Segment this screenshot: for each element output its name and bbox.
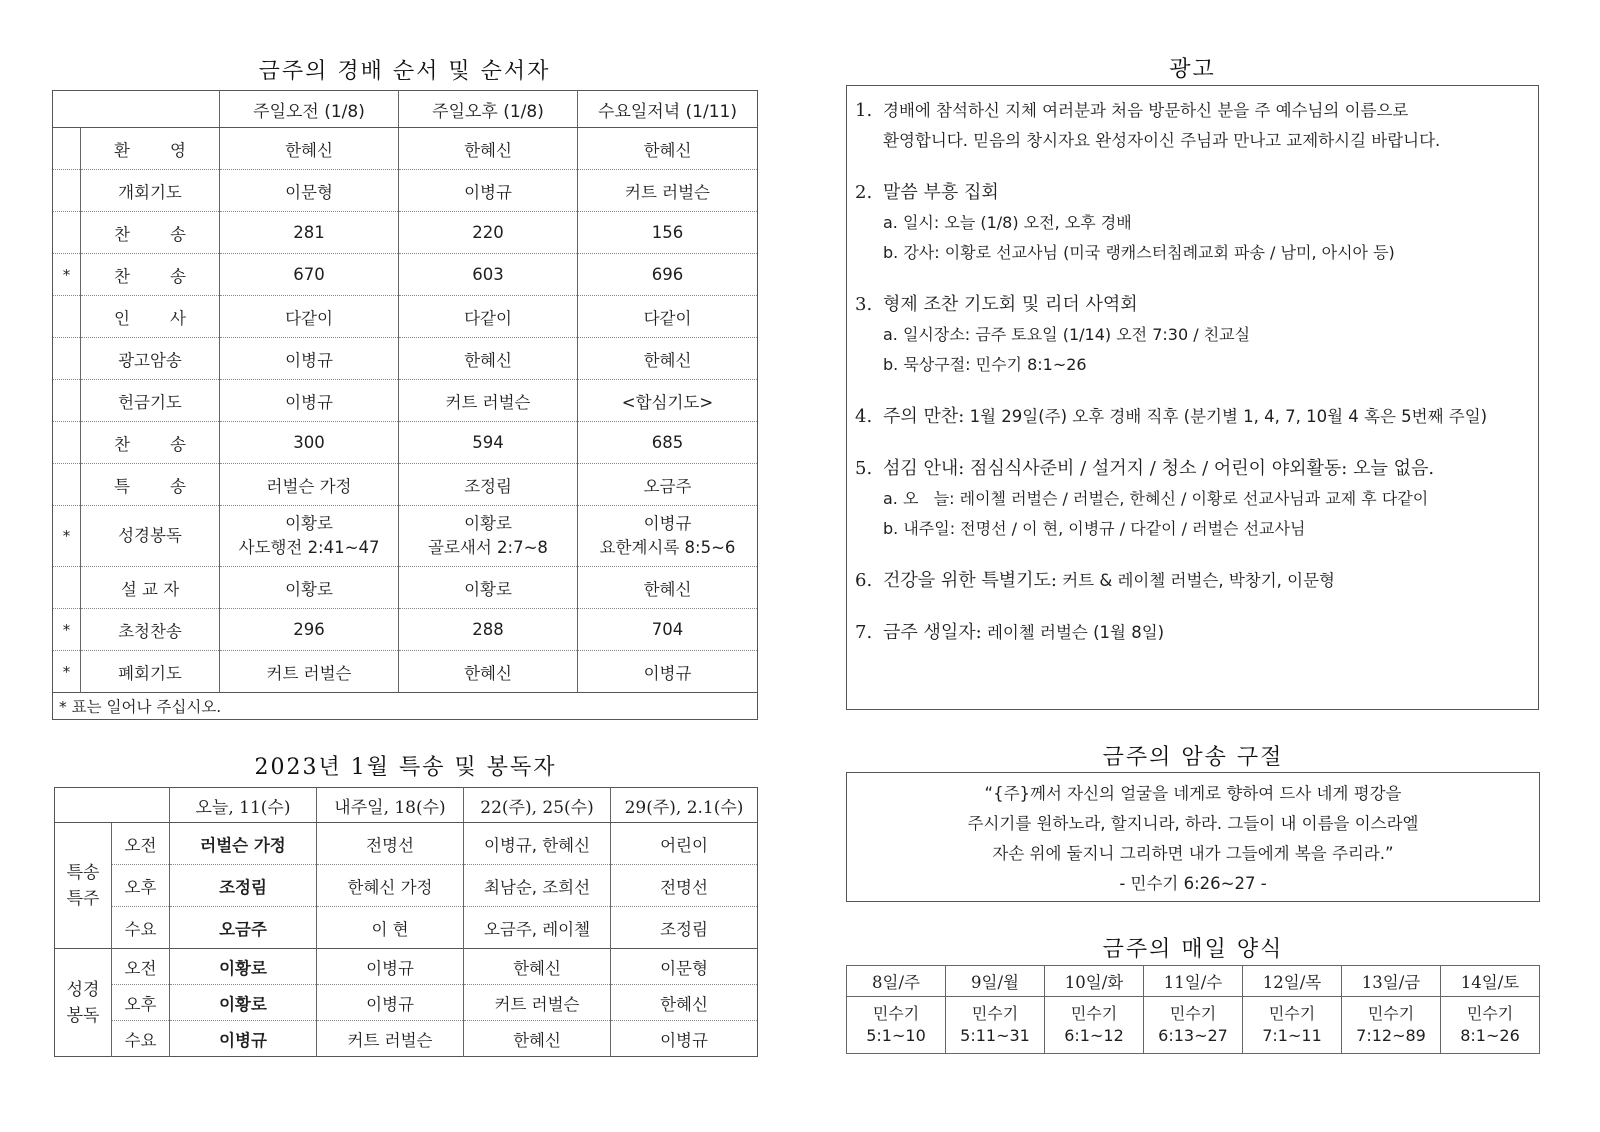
row-label: 환 영 (81, 128, 220, 170)
cell: 이병규, 한혜신 (464, 823, 611, 865)
item-text: 1월 29일(주) 오후 경배 직후 (분기별 1, 4, 7, 10월 4 혹은 5번째 주일) (964, 407, 1488, 426)
day-header: 10일/화 (1045, 966, 1144, 997)
cell: 커트 러벌슨 (220, 651, 399, 693)
table-row (53, 212, 758, 254)
cell: 이병규 (220, 380, 399, 422)
row-label: 설 교 자 (81, 567, 220, 609)
cell: 이황로 (170, 949, 317, 985)
stand-marker (53, 128, 81, 170)
cell: 이황로 골로새서 2:7~8 (399, 506, 578, 567)
column-header: 22(주), 25(수) (464, 788, 611, 823)
group-label: 특송 특주 (66, 862, 100, 909)
reading-cell: 민수기 5:11~31 (946, 997, 1045, 1054)
cell: 220 (399, 212, 578, 254)
cell: 한혜신 (578, 128, 758, 170)
cell: 이병규 (399, 170, 578, 212)
item-number: 1. (855, 100, 873, 121)
item-text: 경배에 참석하신 지체 여러분과 처음 방문하신 분을 주 예수님의 이름으로 (883, 101, 1409, 120)
cell: 704 (578, 609, 758, 651)
item-heading: 말씀 부흥 집회 (883, 182, 999, 203)
special-songs-table (54, 787, 758, 1057)
cell: 이황로 (399, 567, 578, 609)
announcement-item (855, 454, 1538, 544)
announcements-title: 광고 (1169, 57, 1216, 82)
table-header-row (53, 91, 758, 128)
announcement-item (855, 618, 1538, 648)
cell: 670 (220, 254, 399, 296)
announcement-item (855, 178, 1538, 268)
cell: 한혜신 (464, 949, 611, 985)
column-header: 주일오후 (1/8) (399, 91, 578, 128)
cell: 한혜신 (220, 128, 399, 170)
item-number: 6. (855, 570, 873, 591)
cell: 전명선 (317, 823, 464, 865)
worship-order-table (52, 90, 758, 720)
table-row (53, 296, 758, 338)
stand-marker (53, 212, 81, 254)
cell: 한혜신 가정 (317, 865, 464, 907)
row-label: 폐회기도 (81, 651, 220, 693)
cell: 오금주 (578, 464, 758, 506)
item-sub: b. 강사: 이황로 선교사님 (미국 랭캐스터침례교회 파송 / 남미, 아시아 등) (883, 243, 1395, 262)
item-number: 2. (855, 182, 873, 203)
item-number: 4. (855, 406, 873, 427)
row-label: 찬 송 (81, 422, 220, 464)
column-header: 29(주), 2.1(수) (611, 788, 758, 823)
row-label: 개회기도 (81, 170, 220, 212)
stand-marker (53, 380, 81, 422)
row-label: 특 송 (81, 464, 220, 506)
cell: 이병규 (220, 338, 399, 380)
reading-cell: 민수기 6:1~12 (1045, 997, 1144, 1054)
cell: 오금주 (170, 907, 317, 949)
reading-cell: 민수기 6:13~27 (1144, 997, 1243, 1054)
time-label: 수요 (112, 1021, 170, 1057)
cell: 696 (578, 254, 758, 296)
item-sub: a. 일시장소: 금주 토요일 (1/14) 오전 7:30 / 친교실 (883, 325, 1251, 344)
announcement-item (855, 566, 1538, 596)
daily-title: 금주의 매일 양식 (1102, 937, 1284, 962)
cell: 이병규 (578, 651, 758, 693)
cell: 다같이 (220, 296, 399, 338)
announcement-item (855, 96, 1538, 156)
cell: 이황로 (170, 985, 317, 1021)
daily-reading-table (846, 965, 1540, 1054)
stand-marker (53, 464, 81, 506)
reading-cell: 민수기 7:12~89 (1342, 997, 1441, 1054)
row-label: 성경봉독 (81, 506, 220, 567)
cell: 한혜신 (399, 338, 578, 380)
cell: 이병규 요한계시록 8:5~6 (578, 506, 758, 567)
table-row (53, 380, 758, 422)
day-header: 9일/월 (946, 966, 1045, 997)
table-row (53, 567, 758, 609)
table-row (53, 254, 758, 296)
cell: 이황로 (220, 567, 399, 609)
cell: 어린이 (611, 823, 758, 865)
stand-marker (53, 170, 81, 212)
verse-line: “{주}께서 자신의 얼굴을 네게로 향하여 드사 네게 평강을 (984, 784, 1402, 803)
table-row (53, 609, 758, 651)
cell: 이병규 (170, 1021, 317, 1057)
announcement-item (855, 290, 1538, 380)
table-row (55, 823, 758, 865)
cell: 조정림 (399, 464, 578, 506)
item-text: 커트 & 레이첼 러벌슨, 박창기, 이문형 (1057, 571, 1335, 590)
table-row (55, 907, 758, 949)
stand-marker: * (53, 254, 81, 296)
column-header: 오늘, 11(수) (170, 788, 317, 823)
item-heading: 건강을 위한 특별기도: (883, 570, 1057, 591)
stand-marker: * (53, 506, 81, 567)
item-text-cont: 환영합니다. 믿음의 창시자요 완성자이신 주님과 만나고 교제하시길 바랍니다. (883, 131, 1441, 150)
table-row (53, 422, 758, 464)
column-header: 내주일, 18(수) (317, 788, 464, 823)
cell: 이황로 사도행전 2:41~47 (220, 506, 399, 567)
table-header-row (55, 788, 758, 823)
day-header: 11일/수 (1144, 966, 1243, 997)
time-label: 오후 (112, 985, 170, 1021)
table-row (53, 128, 758, 170)
item-heading: 금주 생일자: (883, 622, 982, 643)
cell: <합심기도> (578, 380, 758, 422)
stand-marker: * (53, 609, 81, 651)
cell: 다같이 (578, 296, 758, 338)
verse-line: 주시기를 원하노라, 할지니라, 하라. 그들이 내 이름을 이스라엘 (967, 814, 1419, 833)
table-row (55, 985, 758, 1021)
row-label: 인 사 (81, 296, 220, 338)
cell: 685 (578, 422, 758, 464)
cell: 한혜신 (578, 567, 758, 609)
time-label: 오전 (112, 949, 170, 985)
cell: 커트 러벌슨 (464, 985, 611, 1021)
item-text: 레이첼 러벌슨 (1월 8일) (981, 623, 1165, 642)
time-label: 오전 (112, 823, 170, 865)
table-note-row (53, 693, 758, 720)
cell: 296 (220, 609, 399, 651)
table-row (53, 651, 758, 693)
item-sub: b. 묵상구절: 민수기 8:1~26 (883, 355, 1087, 374)
reading-cell: 민수기 5:1~10 (847, 997, 946, 1054)
cell: 커트 러벌슨 (317, 1021, 464, 1057)
announcements-box (846, 85, 1539, 710)
row-label: 초청찬송 (81, 609, 220, 651)
cell: 러벌슨 가정 (220, 464, 399, 506)
cell: 281 (220, 212, 399, 254)
table-row (55, 949, 758, 985)
time-label: 수요 (112, 907, 170, 949)
reading-cell: 민수기 7:1~11 (1243, 997, 1342, 1054)
cell: 한혜신 (399, 128, 578, 170)
verse-line: 자손 위에 둘지니 그리하면 내가 그들에게 복을 주리라.” (992, 844, 1394, 863)
stand-note: * 표는 일어나 주십시오. (53, 693, 758, 720)
row-label: 광고암송 (81, 338, 220, 380)
cell: 오금주, 레이첼 (464, 907, 611, 949)
item-heading: 주의 만찬: (883, 406, 965, 427)
cell: 한혜신 (578, 338, 758, 380)
column-header: 수요일저녁 (1/11) (578, 91, 758, 128)
worship-title: 금주의 경배 순서 및 순서자 (258, 59, 551, 84)
cell: 한혜신 (464, 1021, 611, 1057)
row-label: 찬 송 (81, 212, 220, 254)
verse-reference: - 민수기 6:26~27 - (1119, 874, 1267, 893)
cell: 커트 러벌슨 (578, 170, 758, 212)
row-label: 헌금기도 (81, 380, 220, 422)
column-header: 주일오전 (1/8) (220, 91, 399, 128)
cell: 최남순, 조희선 (464, 865, 611, 907)
cell: 156 (578, 212, 758, 254)
announcement-item (855, 402, 1538, 432)
cell: 이 현 (317, 907, 464, 949)
table-row (53, 506, 758, 567)
special-title: 2023년 1월 특송 및 봉독자 (254, 755, 557, 780)
cell: 300 (220, 422, 399, 464)
group-label: 성경 봉독 (55, 949, 112, 1057)
cell: 594 (399, 422, 578, 464)
day-header: 13일/금 (1342, 966, 1441, 997)
cell: 603 (399, 254, 578, 296)
reading-cell: 민수기 8:1~26 (1441, 997, 1540, 1054)
item-number: 3. (855, 294, 873, 315)
item-number: 5. (855, 458, 873, 479)
stand-marker (53, 567, 81, 609)
table-row (55, 865, 758, 907)
cell: 커트 러벌슨 (399, 380, 578, 422)
table-row (53, 170, 758, 212)
stand-marker (53, 422, 81, 464)
verse-title: 금주의 암송 구절 (1102, 745, 1284, 770)
table-row (55, 1021, 758, 1057)
cell: 이병규 (317, 985, 464, 1021)
row-label: 찬 송 (81, 254, 220, 296)
item-heading: 섬김 안내: 점심식사준비 / 설거지 / 청소 / 어린이 야외활동: 오늘 없음. (883, 458, 1435, 479)
table-row (847, 997, 1540, 1054)
cell: 한혜신 (399, 651, 578, 693)
item-sub: a. 오 늘: 레이첼 러벌슨 / 러벌슨, 한혜신 / 이황로 선교사님과 교제 후 다같이 (883, 489, 1429, 508)
stand-marker (53, 296, 81, 338)
cell: 288 (399, 609, 578, 651)
cell: 이병규 (317, 949, 464, 985)
table-row (53, 338, 758, 380)
corner-cell (55, 788, 170, 823)
stand-marker (53, 338, 81, 380)
item-sub: a. 일시: 오늘 (1/8) 오전, 오후 경배 (883, 213, 1132, 232)
stand-marker: * (53, 651, 81, 693)
corner-cell (53, 91, 220, 128)
table-row (53, 464, 758, 506)
cell: 이문형 (220, 170, 399, 212)
day-header: 12일/목 (1243, 966, 1342, 997)
cell: 다같이 (399, 296, 578, 338)
cell: 이문형 (611, 949, 758, 985)
cell: 한혜신 (611, 985, 758, 1021)
cell: 이병규 (611, 1021, 758, 1057)
day-header: 8일/주 (847, 966, 946, 997)
item-number: 7. (855, 622, 873, 643)
memory-verse-box (846, 772, 1540, 902)
time-label: 오후 (112, 865, 170, 907)
cell: 조정림 (611, 907, 758, 949)
item-sub: b. 내주일: 전명선 / 이 현, 이병규 / 다같이 / 러벌슨 선교사님 (883, 519, 1306, 538)
table-header-row (847, 966, 1540, 997)
day-header: 14일/토 (1441, 966, 1540, 997)
item-heading: 형제 조찬 기도회 및 리더 사역회 (883, 294, 1138, 315)
cell: 러벌슨 가정 (170, 823, 317, 865)
cell: 전명선 (611, 865, 758, 907)
cell: 조정림 (170, 865, 317, 907)
